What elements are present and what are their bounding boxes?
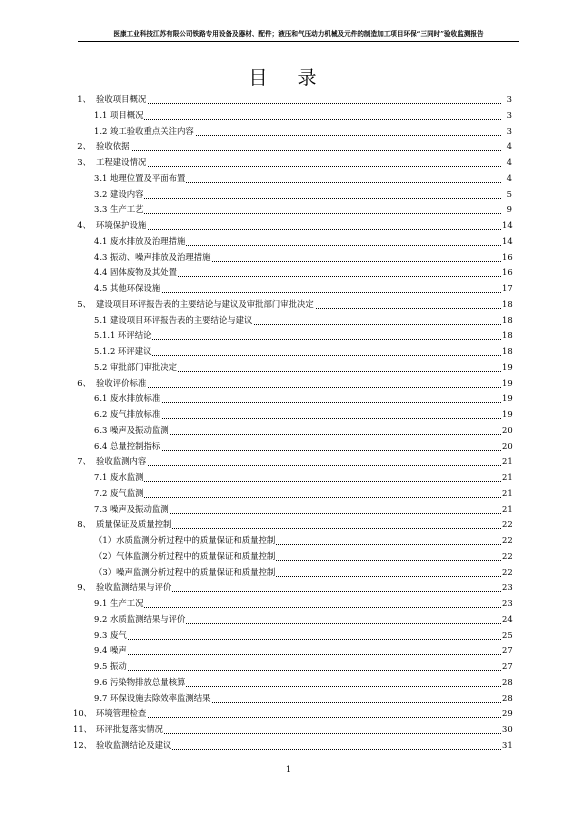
toc-entry-number: 11、 <box>73 724 93 734</box>
toc-entry[interactable] <box>0 628 577 644</box>
toc-entry-page: 18 <box>502 313 512 329</box>
toc-entry-label: 环境保护设施 <box>96 218 147 234</box>
toc-entry-page: 19 <box>502 376 512 392</box>
toc-entry[interactable] <box>0 580 577 596</box>
toc-entry-label: 9.7 环保设施去除效率监测结果 <box>94 691 211 707</box>
toc-entry-page: 3 <box>502 124 512 140</box>
toc-entry-label: 工程建设情况 <box>96 155 147 171</box>
toc-entry-label: 4.3 振动、噪声排放及治理措施 <box>94 250 211 266</box>
toc-entry[interactable] <box>0 439 577 455</box>
toc-entry-page: 21 <box>502 470 512 486</box>
toc-entry-label: 验收监测内容 <box>96 454 147 470</box>
toc-dot-leader <box>94 497 505 498</box>
toc-entry[interactable] <box>0 738 577 754</box>
toc-entry[interactable] <box>0 313 577 329</box>
toc-entry[interactable] <box>0 265 577 281</box>
toc-entry-number: 10、 <box>73 708 93 719</box>
toc-entry-page: 5 <box>502 187 512 203</box>
toc-dot-leader <box>94 198 505 199</box>
toc-dot-leader <box>94 607 505 608</box>
toc-entry[interactable] <box>0 328 577 344</box>
toc-entry-page: 22 <box>502 565 512 581</box>
toc-entry-label: 7.2 废气监测 <box>94 486 144 502</box>
toc-entry[interactable] <box>0 502 577 518</box>
toc-entry[interactable] <box>0 391 577 407</box>
toc-entry-page: 4 <box>502 171 512 187</box>
toc-dot-leader <box>96 150 505 151</box>
toc-entry-label: 1.1 项目概况 <box>94 108 144 124</box>
toc-entry-label: 9.2 水质监测结果与评价 <box>94 612 186 628</box>
toc-entry[interactable] <box>0 171 577 187</box>
toc-entry[interactable] <box>0 533 577 549</box>
toc-entry-page: 25 <box>502 628 512 644</box>
toc-entry-page: 20 <box>502 423 512 439</box>
toc-entry-page: 18 <box>502 297 512 313</box>
toc-dot-leader <box>96 229 505 230</box>
toc-entry[interactable] <box>0 407 577 423</box>
toc-entry-page: 20 <box>502 439 512 455</box>
toc-entry-page: 3 <box>502 92 512 108</box>
toc-entry-page: 22 <box>502 549 512 565</box>
toc-dot-leader <box>94 339 505 340</box>
toc-entry-page: 18 <box>502 328 512 344</box>
toc-entry-label: 验收项目概况 <box>96 92 147 108</box>
toc-entry[interactable] <box>0 659 577 675</box>
toc-entry-label: （3）噪声监测分析过程中的质量保证和质量控制 <box>94 565 276 581</box>
toc-entry[interactable] <box>0 691 577 707</box>
toc-entry[interactable] <box>0 376 577 392</box>
page-number: 1 <box>285 764 292 774</box>
toc-entry-label: 3.3 生产工艺 <box>94 202 144 218</box>
toc-entry[interactable] <box>0 470 577 486</box>
toc-entry[interactable] <box>0 202 577 218</box>
toc-entry-label: 建设项目环评报告表的主要结论与建议及审批部门审批决定 <box>96 297 315 313</box>
table-of-contents <box>0 92 577 754</box>
toc-entry-number: 7、 <box>77 456 91 467</box>
toc-entry-label: 1.2 竣工验收重点关注内容 <box>94 124 195 140</box>
toc-entry-label: 5.1.1 环评结论 <box>94 328 152 344</box>
toc-entry-page: 21 <box>502 486 512 502</box>
toc-entry[interactable] <box>0 281 577 297</box>
toc-dot-leader <box>94 355 505 356</box>
toc-entry-number: 2、 <box>77 141 91 152</box>
toc-dot-leader <box>94 481 505 482</box>
toc-entry-label: 9.4 噪声 <box>94 643 128 659</box>
toc-entry-page: 14 <box>502 218 512 234</box>
toc-entry-page: 21 <box>502 454 512 470</box>
toc-entry-page: 4 <box>502 155 512 171</box>
toc-entry[interactable] <box>0 297 577 313</box>
toc-entry[interactable] <box>0 423 577 439</box>
toc-entry[interactable] <box>0 486 577 502</box>
toc-entry[interactable] <box>0 454 577 470</box>
toc-entry-page: 28 <box>502 691 512 707</box>
toc-dot-leader <box>96 717 505 718</box>
toc-entry-label: 9.1 生产工况 <box>94 596 144 612</box>
toc-entry-page: 29 <box>502 706 512 722</box>
toc-entry-label: 验收评价标准 <box>96 376 147 392</box>
toc-entry[interactable] <box>0 565 577 581</box>
toc-entry-page: 19 <box>502 391 512 407</box>
toc-entry-page: 18 <box>502 344 512 360</box>
toc-entry[interactable] <box>0 187 577 203</box>
toc-entry[interactable] <box>0 675 577 691</box>
toc-entry-page: 19 <box>502 407 512 423</box>
toc-dot-leader <box>94 654 505 655</box>
toc-entry-label: 6.3 噪声及振动监测 <box>94 423 170 439</box>
toc-entry-label: 验收监测结果与评价 <box>96 580 172 596</box>
toc-entry-label: 4.5 其他环保设施 <box>94 281 161 297</box>
toc-entry-number: 3、 <box>77 157 91 167</box>
toc-entry-label: 9.6 污染物排放总量核算 <box>94 675 186 691</box>
toc-entry-page: 16 <box>502 265 512 281</box>
toc-entry-page: 21 <box>502 502 512 518</box>
toc-dot-leader <box>94 213 505 214</box>
toc-dot-leader <box>94 639 505 640</box>
toc-entry-page: 3 <box>502 108 512 124</box>
toc-entry-number: 1、 <box>77 94 91 104</box>
toc-entry-page: 17 <box>502 281 512 297</box>
toc-entry-page: 9 <box>502 202 512 218</box>
toc-entry-number: 8、 <box>77 519 91 530</box>
toc-entry[interactable] <box>0 139 577 155</box>
toc-dot-leader <box>94 670 505 671</box>
toc-dot-leader <box>96 103 505 104</box>
toc-entry-label: 6.4 总量控制指标 <box>94 439 161 455</box>
toc-entry-page: 22 <box>502 533 512 549</box>
toc-dot-leader <box>96 166 505 167</box>
toc-entry[interactable] <box>0 92 577 108</box>
toc-entry-page: 27 <box>502 659 512 675</box>
toc-entry[interactable] <box>0 250 577 266</box>
toc-entry-label: （1）水质监测分析过程中的质量保证和质量控制 <box>94 533 276 549</box>
toc-entry-page: 14 <box>502 234 512 250</box>
toc-entry[interactable] <box>0 706 577 722</box>
toc-entry[interactable] <box>0 596 577 612</box>
toc-entry-label: 环境管理检查 <box>96 706 147 722</box>
toc-entry-label: 9.5 振动 <box>94 659 128 675</box>
toc-entry[interactable] <box>0 218 577 234</box>
toc-entry-page: 4 <box>502 139 512 155</box>
toc-entry-label: 验收监测结论及建议 <box>96 738 172 754</box>
toc-entry-label: 6.1 废水排放标准 <box>94 391 161 407</box>
toc-entry-page: 23 <box>502 596 512 612</box>
toc-entry-label: 5.1 建设项目环评报告表的主要结论与建议 <box>94 313 253 329</box>
page-header: 医康工业科技江苏有限公司铁路专用设备及器材、配件；液压和气压动力机械及元件的制造加工项目环保“三同时”验收监测报告 <box>113 30 484 38</box>
toc-dot-leader <box>96 387 505 388</box>
toc-entry-page: 30 <box>502 722 512 738</box>
toc-entry-page: 23 <box>502 580 512 596</box>
toc-entry-page: 28 <box>502 675 512 691</box>
toc-entry-label: 4.1 废水排放及治理措施 <box>94 234 186 250</box>
toc-dot-leader <box>96 465 505 466</box>
toc-entry[interactable] <box>0 517 577 533</box>
toc-entry[interactable] <box>0 124 577 140</box>
toc-entry-label: 5.1.2 环评建议 <box>94 344 152 360</box>
toc-entry-label: 4.4 固体废物及其处置 <box>94 265 178 281</box>
toc-entry-number: 5、 <box>77 298 91 309</box>
toc-entry-number: 12、 <box>73 739 93 750</box>
toc-entry-label: 环评批复落实情况 <box>96 722 164 738</box>
toc-entry-label: 7.1 废水监测 <box>94 470 144 486</box>
toc-entry[interactable] <box>0 612 577 628</box>
toc-entry-label: 质量保证及质量控制 <box>96 517 172 533</box>
toc-entry[interactable] <box>0 108 577 124</box>
toc-entry-label: 6.2 废气排放标准 <box>94 407 161 423</box>
toc-entry-label: 5.2 审批部门审批决定 <box>94 360 178 376</box>
toc-entry-label: 3.1 地理位置及平面布置 <box>94 171 186 187</box>
toc-entry-page: 22 <box>502 517 512 533</box>
toc-entry[interactable] <box>0 234 577 250</box>
toc-dot-leader <box>94 119 505 120</box>
toc-entry[interactable] <box>0 155 577 171</box>
toc-entry[interactable] <box>0 344 577 360</box>
toc-entry-number: 9、 <box>77 582 91 593</box>
toc-entry-number: 6、 <box>77 377 91 388</box>
toc-entry[interactable] <box>0 549 577 565</box>
toc-entry[interactable] <box>0 360 577 376</box>
header-rule <box>78 41 519 42</box>
toc-entry-label: 7.3 噪声及振动监测 <box>94 502 170 518</box>
toc-entry-label: 9.3 废气 <box>94 628 128 644</box>
toc-entry-page: 19 <box>502 360 512 376</box>
toc-entry[interactable] <box>0 643 577 659</box>
toc-entry-page: 27 <box>502 643 512 659</box>
toc-title: 目 录 <box>248 67 329 89</box>
toc-entry-label: （2）气体监测分析过程中的质量保证和质量控制 <box>94 549 276 565</box>
toc-entry-label: 3.2 建设内容 <box>94 187 144 203</box>
toc-entry-page: 31 <box>502 738 512 754</box>
toc-entry-label: 验收依据 <box>96 139 131 155</box>
toc-entry-page: 16 <box>502 250 512 266</box>
toc-entry-page: 24 <box>502 612 512 628</box>
toc-entry-number: 4、 <box>77 220 91 230</box>
toc-entry[interactable] <box>0 722 577 738</box>
